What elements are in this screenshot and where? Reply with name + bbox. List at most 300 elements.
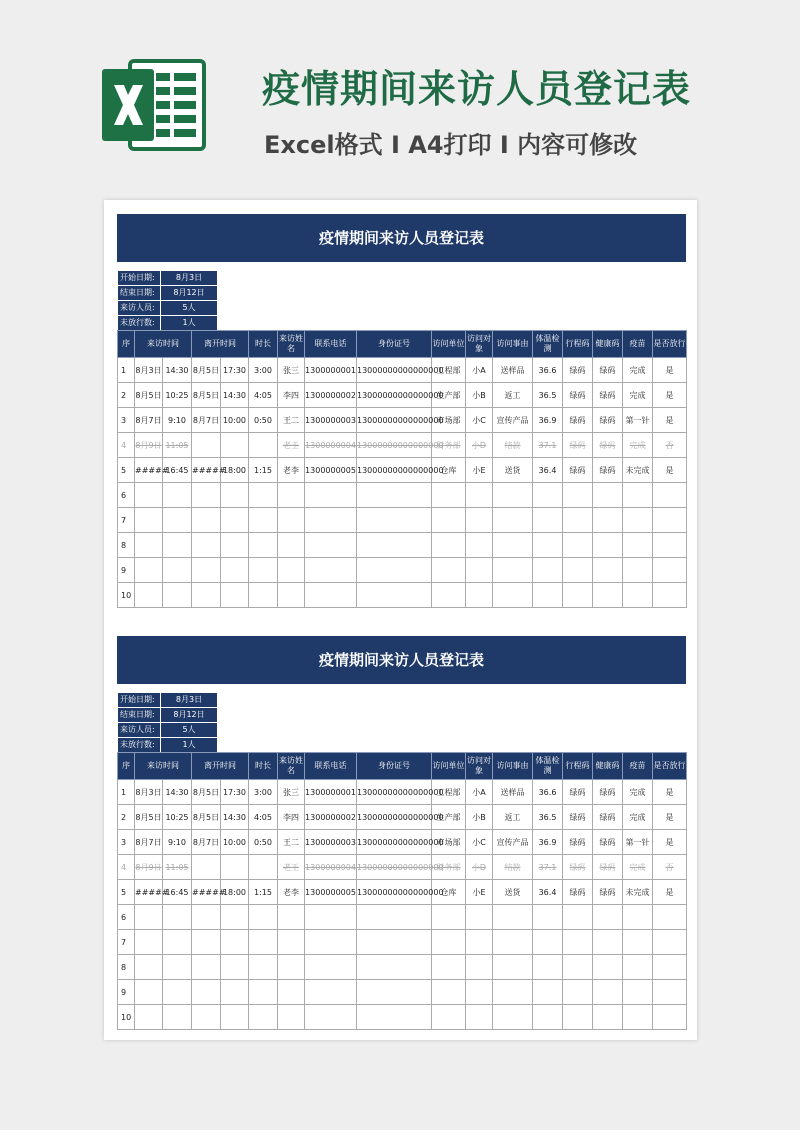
table-cell[interactable]: 8月3日 [135,358,163,383]
table-cell[interactable] [533,930,563,955]
table-cell[interactable]: 18:00 [221,458,249,483]
table-cell[interactable] [249,855,278,880]
table-cell[interactable]: 绿码 [563,433,593,458]
table-cell[interactable]: 8月5日 [192,805,221,830]
table-cell[interactable] [357,508,432,533]
table-cell[interactable]: 1300000001 [305,780,357,805]
table-cell[interactable] [221,955,249,980]
table-cell[interactable] [533,558,563,583]
table-cell[interactable] [357,558,432,583]
table-cell[interactable] [135,955,163,980]
table-cell[interactable] [593,483,623,508]
table-cell[interactable]: 返工 [493,383,533,408]
table-cell[interactable]: 1300000004 [305,433,357,458]
table-cell[interactable]: 10:25 [163,383,192,408]
table-cell[interactable] [533,533,563,558]
table-cell[interactable] [593,558,623,583]
table-cell[interactable]: 11:05 [163,433,192,458]
table-cell[interactable] [432,533,466,558]
table-cell[interactable] [533,980,563,1005]
table-cell[interactable] [493,930,533,955]
table-cell[interactable] [221,855,249,880]
table-cell[interactable]: 8月5日 [192,358,221,383]
table-cell[interactable] [432,508,466,533]
table-cell[interactable]: 13000000000000000 [357,458,432,483]
table-cell[interactable]: 完成 [623,383,653,408]
table-cell[interactable] [249,433,278,458]
table-cell[interactable] [135,905,163,930]
table-cell[interactable] [466,955,493,980]
table-cell[interactable] [192,1005,221,1030]
table-cell[interactable]: 绿码 [563,358,593,383]
table-cell[interactable]: 14:30 [221,383,249,408]
table-cell[interactable] [135,583,163,608]
table-cell[interactable]: 生产部 [432,383,466,408]
table-cell[interactable]: 36.9 [533,830,563,855]
table-cell[interactable]: 否 [653,433,687,458]
table-cell[interactable]: 小A [466,358,493,383]
table-cell[interactable] [278,930,305,955]
table-cell[interactable] [493,905,533,930]
table-cell[interactable] [466,930,493,955]
table-cell[interactable] [249,508,278,533]
table-cell[interactable] [466,905,493,930]
table-cell[interactable]: 完成 [623,358,653,383]
summary-value[interactable]: 1人 [161,316,218,331]
table-cell[interactable] [305,533,357,558]
table-cell[interactable] [432,905,466,930]
table-cell[interactable]: 小B [466,805,493,830]
table-cell[interactable]: 36.6 [533,780,563,805]
table-cell[interactable] [493,558,533,583]
table-cell[interactable] [221,980,249,1005]
table-cell[interactable]: 36.5 [533,383,563,408]
table-cell[interactable] [192,930,221,955]
table-cell[interactable]: 绿码 [563,830,593,855]
table-cell[interactable]: 张三 [278,358,305,383]
table-cell[interactable] [278,955,305,980]
table-cell[interactable]: 8月7日 [135,830,163,855]
table-cell[interactable]: 送样品 [493,358,533,383]
table-cell[interactable]: 1300000001 [305,358,357,383]
table-cell[interactable] [466,1005,493,1030]
table-cell[interactable]: 老李 [278,880,305,905]
table-cell[interactable] [593,980,623,1005]
table-cell[interactable] [357,483,432,508]
table-cell[interactable] [192,905,221,930]
table-cell[interactable]: 小B [466,383,493,408]
table-cell[interactable]: 10:00 [221,408,249,433]
summary-value[interactable]: 8月12日 [161,286,218,301]
table-cell[interactable] [192,980,221,1005]
table-cell[interactable]: 绿码 [593,433,623,458]
table-cell[interactable] [432,930,466,955]
table-cell[interactable]: 14:30 [163,358,192,383]
table-cell[interactable]: 绿码 [563,855,593,880]
table-cell[interactable]: 绿码 [593,780,623,805]
table-cell[interactable] [249,955,278,980]
table-cell[interactable]: 13000000000000000 [357,805,432,830]
table-cell[interactable] [466,558,493,583]
table-cell[interactable]: 13000000000000000 [357,408,432,433]
table-cell[interactable] [249,483,278,508]
table-cell[interactable]: 37.1 [533,855,563,880]
table-cell[interactable] [653,930,687,955]
table-cell[interactable]: 4:05 [249,805,278,830]
table-cell[interactable]: 财务部 [432,855,466,880]
table-cell[interactable] [249,583,278,608]
table-cell[interactable] [278,558,305,583]
table-cell[interactable]: 1300000004 [305,855,357,880]
table-cell[interactable]: 绿码 [563,880,593,905]
summary-value[interactable]: 8月3日 [161,271,218,286]
table-cell[interactable]: 小D [466,433,493,458]
table-cell[interactable]: 小D [466,855,493,880]
table-cell[interactable]: 绿码 [593,383,623,408]
table-cell[interactable] [249,930,278,955]
table-cell[interactable]: 是 [653,830,687,855]
table-cell[interactable]: 返工 [493,805,533,830]
summary-value[interactable]: 5人 [161,723,218,738]
table-cell[interactable] [623,905,653,930]
table-cell[interactable]: 3:00 [249,358,278,383]
table-cell[interactable] [593,955,623,980]
table-cell[interactable] [163,483,192,508]
table-cell[interactable] [278,905,305,930]
table-cell[interactable]: 小E [466,880,493,905]
table-cell[interactable]: 17:30 [221,780,249,805]
table-cell[interactable]: 绿码 [563,780,593,805]
table-cell[interactable] [432,1005,466,1030]
table-cell[interactable] [135,558,163,583]
table-cell[interactable]: 18:00 [221,880,249,905]
table-cell[interactable] [563,583,593,608]
table-cell[interactable]: 老王 [278,433,305,458]
table-cell[interactable] [221,508,249,533]
table-cell[interactable]: 1:15 [249,458,278,483]
table-cell[interactable]: 完成 [623,855,653,880]
table-cell[interactable]: 是 [653,805,687,830]
table-cell[interactable] [305,930,357,955]
table-cell[interactable]: 9:10 [163,408,192,433]
table-cell[interactable]: 14:30 [221,805,249,830]
table-cell[interactable]: 仓库 [432,458,466,483]
table-cell[interactable]: 9:10 [163,830,192,855]
table-cell[interactable] [357,583,432,608]
table-cell[interactable] [653,980,687,1005]
table-cell[interactable] [623,508,653,533]
table-cell[interactable]: ##### [192,880,221,905]
table-cell[interactable]: 生产部 [432,805,466,830]
table-cell[interactable] [563,955,593,980]
table-cell[interactable]: 是 [653,408,687,433]
table-cell[interactable] [221,433,249,458]
table-cell[interactable]: 是 [653,458,687,483]
table-cell[interactable]: 0:50 [249,408,278,433]
table-cell[interactable]: 送货 [493,458,533,483]
table-cell[interactable] [305,583,357,608]
table-cell[interactable]: 送货 [493,880,533,905]
table-cell[interactable] [563,905,593,930]
table-cell[interactable] [623,583,653,608]
table-cell[interactable] [493,508,533,533]
table-cell[interactable] [653,558,687,583]
table-cell[interactable] [466,533,493,558]
table-cell[interactable]: 10:25 [163,805,192,830]
table-cell[interactable] [563,508,593,533]
table-cell[interactable] [163,930,192,955]
table-cell[interactable] [466,583,493,608]
table-cell[interactable]: 8月7日 [135,408,163,433]
table-cell[interactable] [249,905,278,930]
table-cell[interactable]: 绿码 [593,408,623,433]
table-cell[interactable]: 8月5日 [192,780,221,805]
table-cell[interactable] [653,483,687,508]
table-cell[interactable]: 未完成 [623,458,653,483]
table-cell[interactable] [192,558,221,583]
table-cell[interactable]: 17:30 [221,358,249,383]
table-cell[interactable]: 1:15 [249,880,278,905]
table-cell[interactable] [305,508,357,533]
table-cell[interactable] [135,508,163,533]
table-cell[interactable]: 8月7日 [192,830,221,855]
table-cell[interactable]: 绿码 [563,458,593,483]
table-cell[interactable]: 13000000000000000 [357,855,432,880]
table-cell[interactable] [432,955,466,980]
table-cell[interactable] [305,558,357,583]
table-cell[interactable]: 3:00 [249,780,278,805]
table-cell[interactable] [278,583,305,608]
table-cell[interactable] [533,955,563,980]
table-cell[interactable] [163,905,192,930]
table-cell[interactable]: 16:45 [163,880,192,905]
table-cell[interactable]: 11:05 [163,855,192,880]
table-cell[interactable] [305,905,357,930]
summary-value[interactable]: 1人 [161,738,218,753]
table-cell[interactable] [249,558,278,583]
table-cell[interactable]: 绿码 [593,805,623,830]
table-cell[interactable] [432,980,466,1005]
table-cell[interactable] [278,533,305,558]
table-cell[interactable] [533,583,563,608]
table-cell[interactable] [249,980,278,1005]
table-cell[interactable]: 8月3日 [135,780,163,805]
table-cell[interactable] [623,980,653,1005]
table-cell[interactable] [623,930,653,955]
table-cell[interactable] [192,483,221,508]
summary-value[interactable]: 8月12日 [161,708,218,723]
table-cell[interactable]: 完成 [623,780,653,805]
table-cell[interactable] [221,1005,249,1030]
table-cell[interactable]: 李四 [278,805,305,830]
table-cell[interactable] [593,583,623,608]
table-cell[interactable] [278,980,305,1005]
table-cell[interactable] [305,980,357,1005]
table-cell[interactable]: 1300000002 [305,383,357,408]
table-cell[interactable] [221,483,249,508]
table-cell[interactable]: 工程部 [432,358,466,383]
table-cell[interactable]: 13000000000000000 [357,383,432,408]
table-cell[interactable] [466,483,493,508]
table-cell[interactable] [432,483,466,508]
table-cell[interactable]: 是 [653,880,687,905]
table-cell[interactable] [493,583,533,608]
table-cell[interactable] [163,1005,192,1030]
table-cell[interactable] [623,955,653,980]
table-cell[interactable] [305,955,357,980]
table-cell[interactable]: 8月5日 [135,383,163,408]
table-cell[interactable] [493,955,533,980]
table-cell[interactable]: 36.5 [533,805,563,830]
table-cell[interactable] [563,558,593,583]
table-cell[interactable] [563,930,593,955]
table-cell[interactable]: 绿码 [593,880,623,905]
table-cell[interactable] [163,955,192,980]
table-cell[interactable] [563,980,593,1005]
table-cell[interactable] [163,980,192,1005]
table-cell[interactable]: 完成 [623,433,653,458]
table-cell[interactable]: 送样品 [493,780,533,805]
table-cell[interactable] [192,433,221,458]
table-cell[interactable] [653,905,687,930]
table-cell[interactable] [653,955,687,980]
table-cell[interactable]: 绿码 [563,805,593,830]
table-cell[interactable] [533,483,563,508]
table-cell[interactable]: 0:50 [249,830,278,855]
table-cell[interactable] [493,483,533,508]
table-cell[interactable] [357,533,432,558]
table-cell[interactable] [192,508,221,533]
table-cell[interactable] [653,533,687,558]
table-cell[interactable] [493,1005,533,1030]
table-cell[interactable]: 小A [466,780,493,805]
table-cell[interactable] [653,583,687,608]
table-cell[interactable] [593,930,623,955]
table-cell[interactable] [466,508,493,533]
table-cell[interactable]: 16:45 [163,458,192,483]
table-cell[interactable] [192,955,221,980]
table-cell[interactable]: 宣传产品 [493,830,533,855]
table-cell[interactable]: 14:30 [163,780,192,805]
table-cell[interactable] [249,533,278,558]
table-cell[interactable] [653,1005,687,1030]
table-cell[interactable] [593,508,623,533]
table-cell[interactable]: 小E [466,458,493,483]
table-cell[interactable] [305,483,357,508]
table-cell[interactable] [357,980,432,1005]
table-cell[interactable]: 小C [466,408,493,433]
table-cell[interactable] [305,1005,357,1030]
table-cell[interactable]: 小C [466,830,493,855]
table-cell[interactable] [221,583,249,608]
table-cell[interactable] [135,483,163,508]
table-cell[interactable]: 1300000003 [305,408,357,433]
table-cell[interactable] [249,1005,278,1030]
table-cell[interactable] [221,905,249,930]
table-cell[interactable] [221,558,249,583]
table-cell[interactable] [135,1005,163,1030]
table-cell[interactable] [357,955,432,980]
table-cell[interactable]: 未完成 [623,880,653,905]
table-cell[interactable] [357,1005,432,1030]
table-cell[interactable]: 13000000000000000 [357,358,432,383]
table-cell[interactable]: 1300000005 [305,458,357,483]
table-cell[interactable] [563,1005,593,1030]
table-cell[interactable]: 8月5日 [135,805,163,830]
table-cell[interactable]: 绿码 [563,408,593,433]
table-cell[interactable]: 绿码 [593,830,623,855]
table-cell[interactable] [493,533,533,558]
table-cell[interactable]: 老李 [278,458,305,483]
table-cell[interactable] [533,1005,563,1030]
table-cell[interactable]: 市场部 [432,830,466,855]
table-cell[interactable]: 8月9日 [135,855,163,880]
table-cell[interactable] [623,483,653,508]
table-cell[interactable] [623,533,653,558]
table-cell[interactable]: 否 [653,855,687,880]
table-cell[interactable]: 13000000000000000 [357,880,432,905]
table-cell[interactable] [493,980,533,1005]
table-cell[interactable]: 1300000005 [305,880,357,905]
table-cell[interactable] [135,980,163,1005]
table-cell[interactable]: 13000000000000000 [357,780,432,805]
table-cell[interactable] [623,1005,653,1030]
table-cell[interactable]: 王二 [278,408,305,433]
table-cell[interactable]: ##### [135,458,163,483]
table-cell[interactable] [357,905,432,930]
table-cell[interactable]: 绿码 [593,458,623,483]
table-cell[interactable]: 仓库 [432,880,466,905]
table-cell[interactable] [278,1005,305,1030]
table-cell[interactable]: 37.1 [533,433,563,458]
table-cell[interactable] [593,905,623,930]
table-cell[interactable] [278,483,305,508]
table-cell[interactable]: 13000000000000000 [357,433,432,458]
table-cell[interactable] [192,855,221,880]
table-cell[interactable] [533,905,563,930]
table-cell[interactable]: 结款 [493,855,533,880]
table-cell[interactable] [135,930,163,955]
table-cell[interactable] [192,533,221,558]
table-cell[interactable]: 绿码 [593,855,623,880]
table-cell[interactable] [278,508,305,533]
table-cell[interactable] [533,508,563,533]
table-cell[interactable] [163,533,192,558]
table-cell[interactable]: 36.6 [533,358,563,383]
table-cell[interactable]: 第一针 [623,408,653,433]
table-cell[interactable]: 市场部 [432,408,466,433]
table-cell[interactable]: 13000000000000000 [357,830,432,855]
table-cell[interactable]: 宣传产品 [493,408,533,433]
table-cell[interactable]: 第一针 [623,830,653,855]
table-cell[interactable] [163,508,192,533]
table-cell[interactable] [563,533,593,558]
table-cell[interactable]: ##### [192,458,221,483]
table-cell[interactable]: 4:05 [249,383,278,408]
table-cell[interactable]: 1300000002 [305,805,357,830]
table-cell[interactable] [653,508,687,533]
table-cell[interactable]: 是 [653,358,687,383]
table-cell[interactable] [221,533,249,558]
summary-value[interactable]: 8月3日 [161,693,218,708]
table-cell[interactable]: 是 [653,383,687,408]
table-cell[interactable] [357,930,432,955]
table-cell[interactable] [432,583,466,608]
table-cell[interactable]: 财务部 [432,433,466,458]
table-cell[interactable]: 老王 [278,855,305,880]
table-cell[interactable] [623,558,653,583]
table-cell[interactable] [192,583,221,608]
